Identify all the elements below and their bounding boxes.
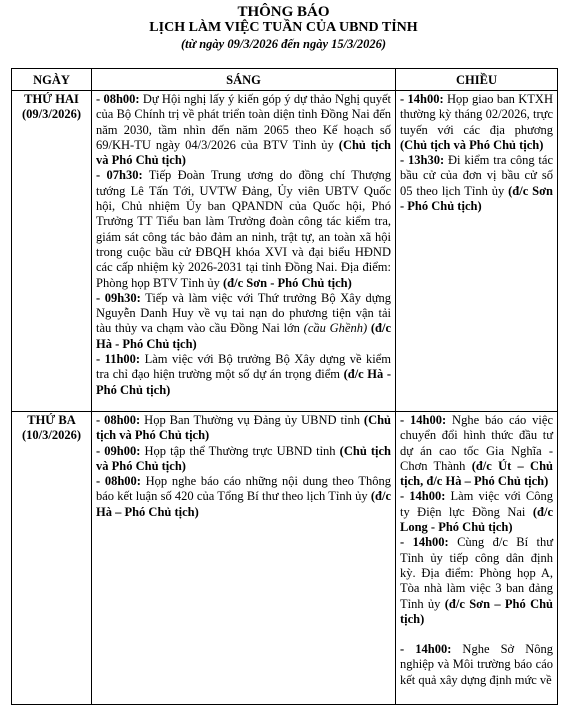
schedule-item: - 14h00: Cùng đ/c Bí thư Tỉnh ủy tiếp công dân định kỳ. Địa điểm: Phòng họp A, Tòa nhà làm việc 3 ban đảng Tỉnh ủy (đ/c Sơn – Phó Chủ tịch) (400, 535, 553, 626)
schedule-subtitle: LỊCH LÀM VIỆC TUẦN CỦA UBND TỈNH (149, 20, 418, 35)
column-header-morning: SÁNG (92, 69, 396, 91)
day-cell (12, 412, 92, 705)
schedule-item: - 08h00: Dự Hội nghị lấy ý kiến góp ý dự thảo Nghị quyết của Bộ Chính trị về phát triển toàn diện tỉnh Đồng Nai đến năm 2030, tầm nhìn đến năm 2065 theo Kế hoạch số 69/KH-TU ngày 04/3/2026 của BTV Tỉnh ủy (Chủ tịch và Phó Chủ tịch) (96, 92, 391, 168)
schedule-item: - 09h30: Tiếp và làm việc với Thứ trưởng Bộ Xây dựng Nguyễn Danh Huy về vụ tai nạn do phương tiện vận tải tàu thủy va chạm vào cầu Đồng Nai lớn (cầu Ghềnh) (đ/c Hà - Phó Chủ tịch) (96, 290, 392, 351)
column-header-afternoon: CHIỀU (396, 69, 558, 91)
day-name: THỨ HAI (24, 92, 79, 106)
schedule-item: - 11h00: Làm việc với Bộ trưởng Bộ Xây dựng về kiểm tra chỉ đạo hiện trường một số dự án trọng điểm (đ/c Hà - Phó Chủ tịch) (96, 352, 391, 397)
notice-title: THÔNG BÁO (237, 4, 330, 20)
spacer (400, 627, 553, 642)
table-row (12, 412, 558, 705)
afternoon-cell (396, 412, 558, 705)
schedule-item: - 08h00: Họp nghe báo cáo những nội dung theo Thông báo kết luận số 420 của Tổng Bí thư theo lịch Tỉnh ủy (đ/c Hà – Phó Chủ tịch) (96, 474, 391, 519)
morning-cell (92, 91, 396, 412)
document-header (0, 0, 567, 52)
day-name: THỨ BA (27, 413, 76, 427)
date-range: (từ ngày 09/3/2026 đến ngày 15/3/2026) (180, 37, 387, 51)
schedule-item: - 09h00: Họp tập thể Thường trực UBND tỉnh (Chủ tịch và Phó Chủ tịch) (96, 443, 392, 473)
schedule-item: - 13h30: Đi kiểm tra công tác bầu cử của đơn vị bầu cử số 05 theo lịch Tỉnh ủy (đ/c Sơn - Phó Chủ tịch) (400, 153, 553, 214)
schedule-item: - 08h00: Họp Ban Thường vụ Đảng ủy UBND tỉnh (Chủ tịch và Phó Chủ tịch) (96, 413, 391, 443)
schedule-item: - 07h30: Tiếp Đoàn Trung ương do đồng chí Thượng tướng Lê Tấn Tới, UVTW Đảng, Ủy viên UBTV Quốc hội, Chủ nhiệm Ủy ban QPANDN của Quốc hội, Phó Trưởng TT Tiểu ban làm Trưởng đoàn công tác kiểm tra, giám sát công tác bảo đảm an ninh, trật tự, an toàn xã hội trong cuộc bầu cử ĐBQH khóa XVI và đại biểu HĐND các cấp nhiệm kỳ 2026-2031 tại tỉnh Đồng Nai. Địa điểm: Phòng họp BTV Tỉnh ủy (đ/c Sơn - Phó Chủ tịch) (96, 168, 392, 290)
schedule-item: - 14h00: Nghe Sở Nông nghiệp và Môi trường báo cáo kết quả xây dựng định mức về (400, 642, 553, 687)
schedule-item: - 14h00: Làm việc với Công ty Điện lực Đồng Nai (đ/c Long - Phó Chủ tịch) (400, 489, 553, 535)
column-header-day: NGÀY (12, 69, 92, 91)
schedule-table (11, 68, 558, 705)
afternoon-cell (396, 91, 558, 412)
table-header-row (12, 69, 558, 91)
schedule-item: - 14h00: Nghe báo cáo việc chuyển đổi hình thức đầu tư dự án cao tốc Gia Nghĩa - Chơn Thành (đ/c Út – Chủ tịch, đ/c Hà – Phó Chủ tịch) (400, 413, 553, 489)
day-date: (10/3/2026) (21, 428, 82, 442)
table-row (12, 91, 558, 412)
morning-cell (92, 412, 396, 705)
day-cell (12, 91, 92, 412)
day-date: (09/3/2026) (21, 107, 82, 121)
schedule-item: - 14h00: Họp giao ban KTXH thường kỳ tháng 02/2026, trực tuyến với các địa phương (Chủ tịch và Phó Chủ tịch) (400, 92, 553, 152)
